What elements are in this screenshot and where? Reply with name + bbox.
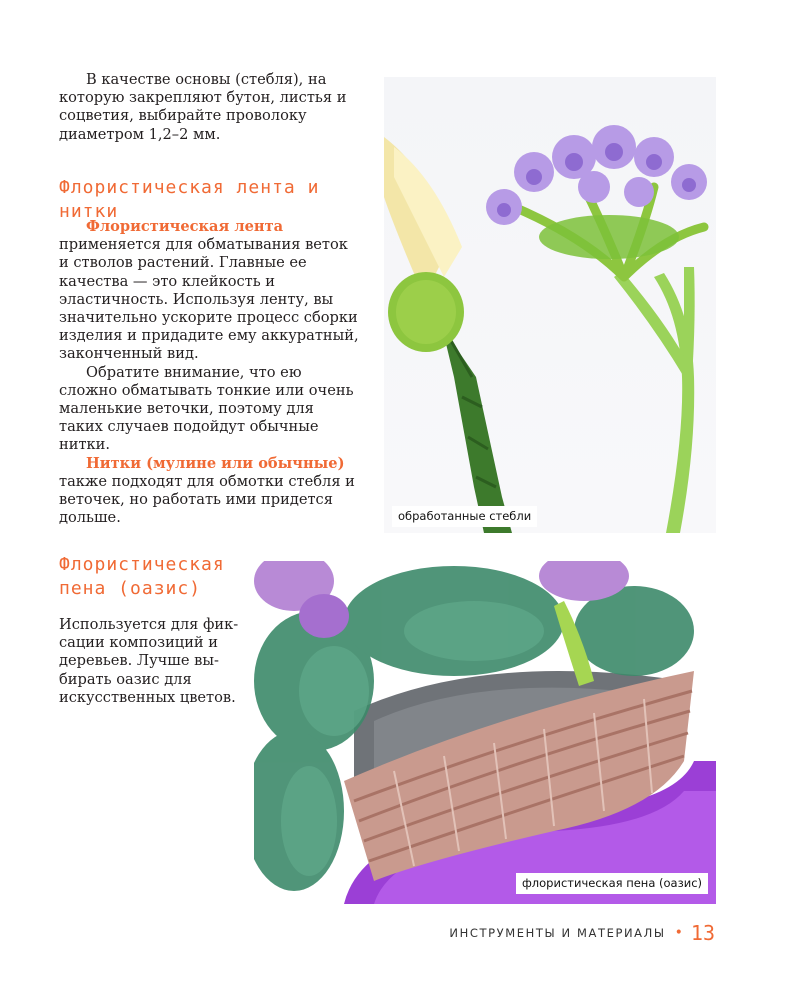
foam-section-heading: Флористическая пена (оазис) <box>59 554 225 599</box>
page-number: 13 <box>690 921 715 945</box>
page-footer <box>449 921 715 945</box>
tape-term-highlight: Флористическая лента <box>86 218 284 235</box>
tape-paragraph-2: Обратите внимание, что ею сложно обматывать тонкие или очень маленькие веточки, поэтому для таких случаев подойдут обычные нитки. <box>59 363 354 454</box>
foam-section-body <box>59 616 239 707</box>
footer-bullet: • <box>674 925 683 941</box>
foam-basket-illustration <box>254 561 716 904</box>
stems-illustration <box>384 77 716 533</box>
threads-term-highlight: Нитки (мулине или обычные) <box>86 454 345 472</box>
intro-paragraph: В качестве основы (стебля), на которую закрепляют бутон, листья и соцветия, выбирайте проволоку диаметром 1,2–2 мм. <box>59 71 347 143</box>
tape-paragraph-1-text: применяется для обматывания веток и стволов растений. Главные ее качества — это клейкость и эластичность. Используя ленту, вы значительно ускорите процесс сборки изделия и придадите ему аккуратный, законченный вид. <box>59 236 359 363</box>
foam-caption: флористическая пена (оазис) <box>516 873 708 894</box>
photo-processed-stems <box>384 77 716 533</box>
intro-block <box>59 71 359 144</box>
photo-floristic-foam <box>254 561 716 904</box>
running-section-title: ИНСТРУМЕНТЫ И МАТЕРИАЛЫ <box>449 926 666 940</box>
tape-section-body <box>59 218 359 527</box>
tape-paragraph-1 <box>59 218 359 364</box>
tape-paragraph-3 <box>59 455 359 528</box>
tape-paragraph-3-text: также подходят для обмотки стебля и веточек, но работать ими придется дольше. <box>59 472 355 527</box>
foam-paragraph: Используется для фиксации композиций и деревьев. Лучше выбирать оазис для искусственных цветов. <box>59 616 239 706</box>
stems-caption: обработанные стебли <box>392 506 537 527</box>
tape-section-heading: Флористическая лента и нитки <box>59 177 320 222</box>
